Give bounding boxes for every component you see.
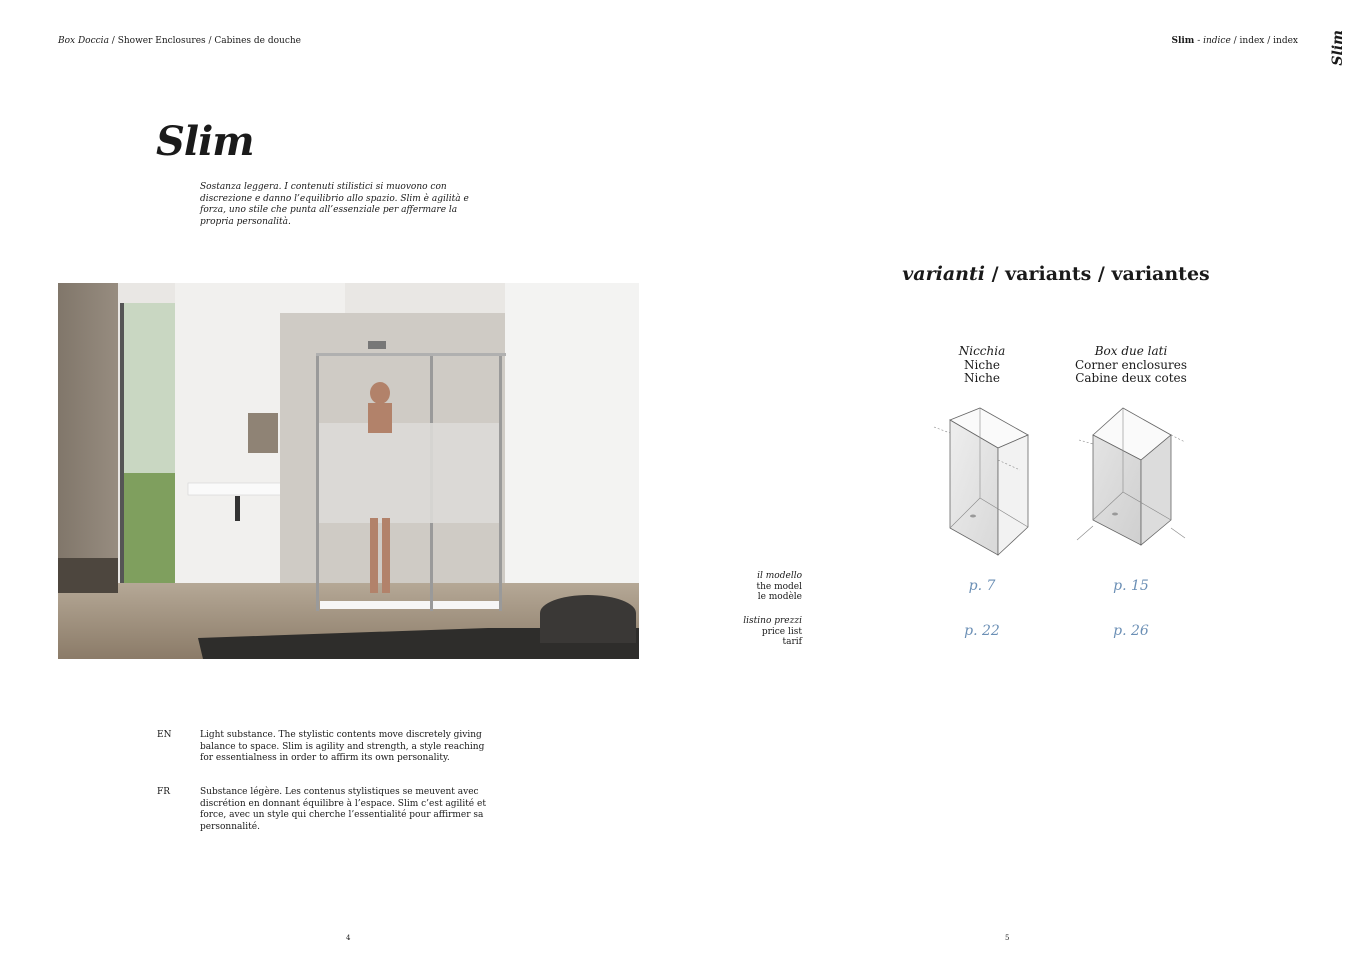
running-header-left	[58, 36, 301, 46]
lang-label-fr: FR	[157, 787, 171, 797]
header-sep: /	[108, 36, 118, 46]
page-number-left: 4	[346, 934, 351, 942]
variant-niche-en: Niche	[964, 357, 1000, 372]
header-sep: -	[1194, 36, 1204, 46]
french-description: Substance légère. Les contenus stylistiques se meuvent avec discrétion en donnant équilibre à l’espace. Slim c’est agilité et force, avec un style qui cherche l’essentialité pour affirmer sa personnalité.	[200, 787, 486, 832]
row-price-it: listino prezzi	[743, 616, 802, 626]
variant-corner-it: Box due lati	[1094, 344, 1168, 358]
lang-label-en: EN	[157, 730, 172, 740]
row-label-price	[720, 616, 802, 648]
header-sep: /	[1230, 36, 1240, 46]
niche-model-page-link[interactable]: p. 7	[968, 578, 996, 594]
row-label-model	[720, 571, 802, 603]
shower-scene-illustration	[58, 283, 639, 659]
corner-model-page-link[interactable]: p. 15	[1113, 578, 1149, 594]
variants-title-it: varianti	[902, 263, 985, 285]
header-left-it: Box Doccia	[58, 36, 109, 46]
variant-niche-it: Nicchia	[958, 344, 1006, 358]
variant-niche-heading	[902, 345, 1062, 386]
english-description: Light substance. The stylistic contents move discretely giving balance to space. Slim is agility and strength, a style reaching for essentialness in order to affirm its own personality.	[200, 730, 485, 763]
header-right-fr: index	[1273, 36, 1298, 46]
corner-enclosure-diagram	[1075, 400, 1190, 550]
corner-price-page-link[interactable]: p. 26	[1113, 623, 1149, 639]
variants-title-rest: / variants / variantes	[984, 263, 1210, 285]
niche-enclosure-diagram	[930, 400, 1040, 560]
page-number-right: 5	[1005, 934, 1010, 942]
variant-corner-heading	[1051, 345, 1211, 386]
row-price-fr: tarif	[782, 637, 802, 647]
italian-description: Sostanza leggera. I contenuti stilistici si muovono con discrezione e danno l’equilibrio allo spazio. Slim è agilità e forza, uno stile che punta all’essenziale per affermare la propria personalità.	[200, 182, 469, 227]
variant-corner-fr: Cabine deux cotes	[1075, 371, 1187, 385]
bathroom-photo	[58, 283, 639, 659]
page-title: Slim	[156, 118, 254, 165]
row-model-fr: le modèle	[757, 592, 802, 602]
row-model-en: the model	[756, 581, 802, 592]
header-right-en: index	[1239, 36, 1265, 46]
row-model-it: il modello	[757, 571, 802, 581]
variant-corner-en: Corner enclosures	[1074, 357, 1188, 372]
header-left-fr: Cabines de douche	[214, 36, 302, 46]
variant-niche-fr: Niche	[964, 371, 1000, 385]
header-right-it: indice	[1203, 36, 1231, 46]
variants-title	[900, 263, 1212, 285]
side-model-label: Slim	[1330, 30, 1346, 66]
row-price-en: price list	[761, 626, 802, 637]
header-left-en: Shower Enclosures	[117, 36, 206, 46]
header-right-model: Slim	[1171, 36, 1195, 46]
header-sep: /	[205, 36, 215, 46]
running-header-right	[1171, 36, 1298, 46]
niche-price-page-link[interactable]: p. 22	[964, 623, 1000, 639]
header-sep: /	[1264, 36, 1274, 46]
